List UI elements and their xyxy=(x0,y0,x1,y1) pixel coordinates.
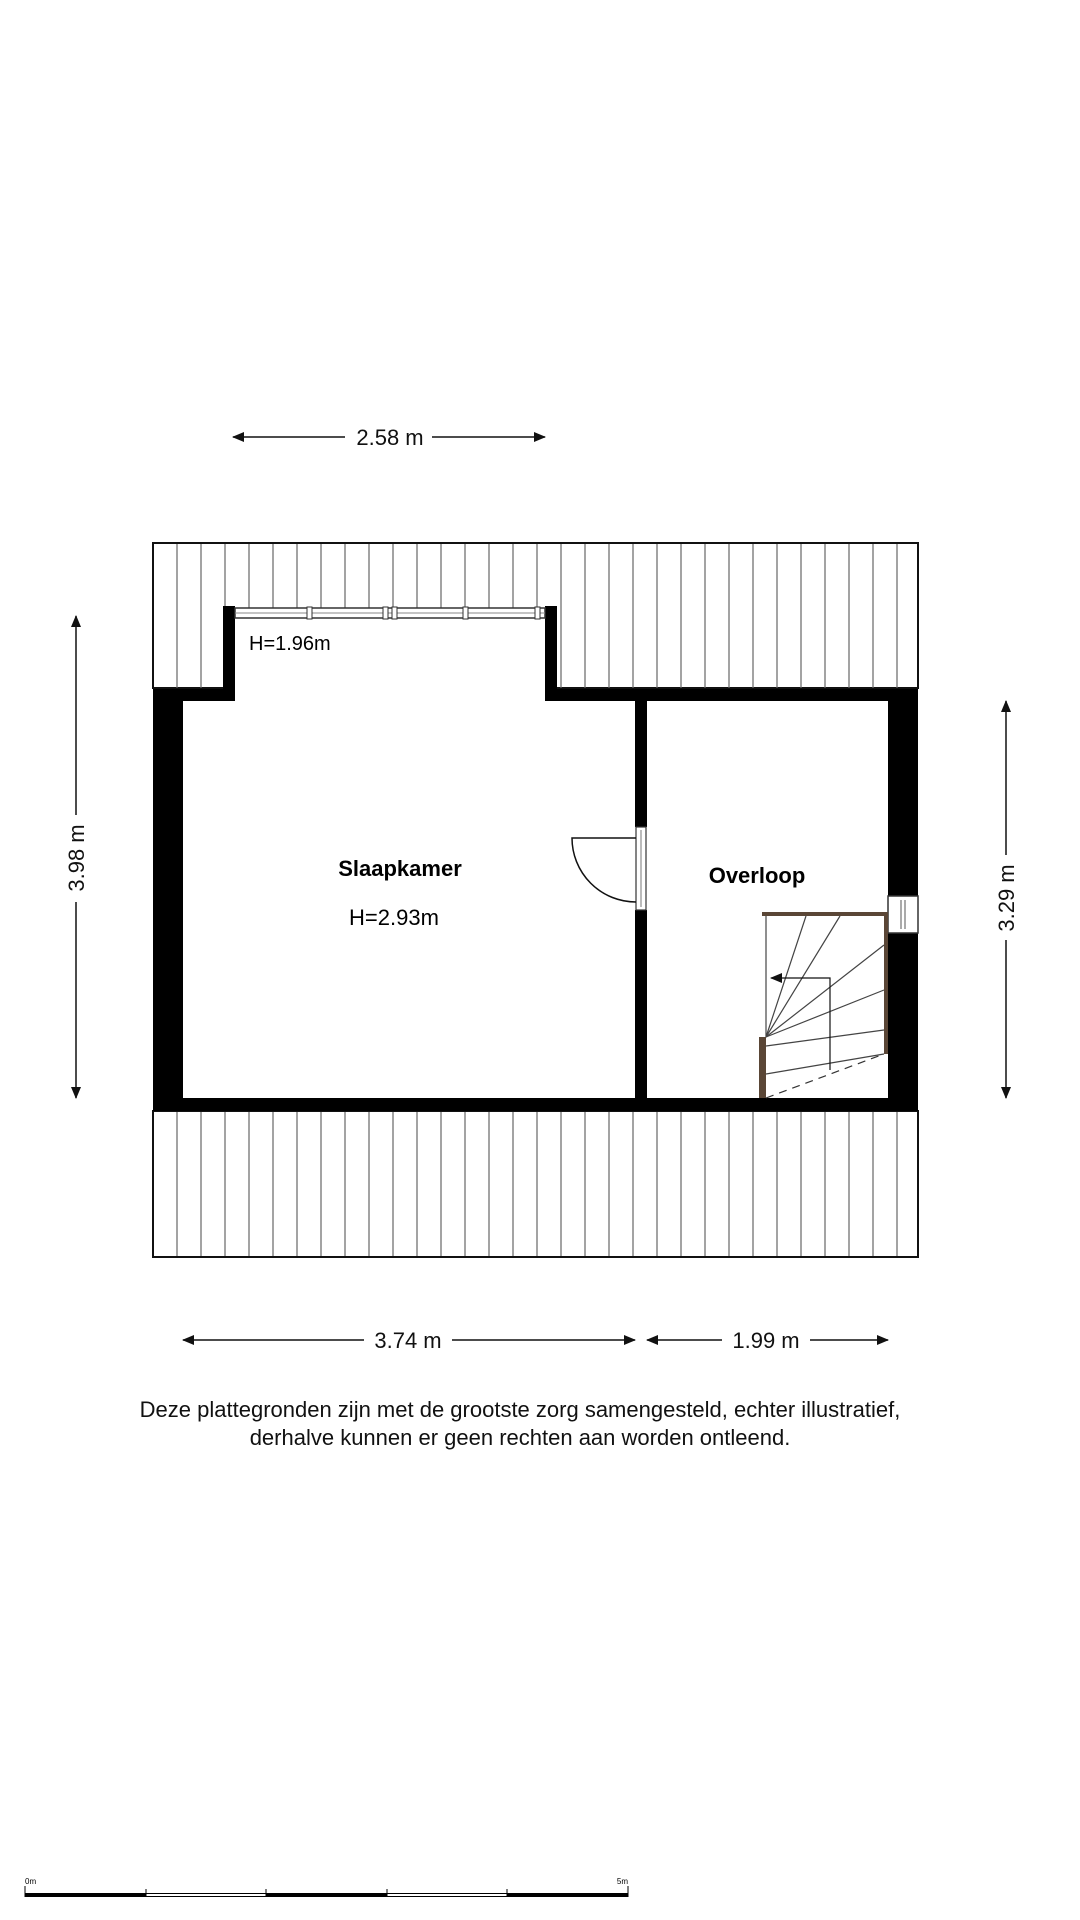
staircase xyxy=(759,912,888,1098)
side-window xyxy=(888,896,918,933)
dimension-bottom-right-label: 1.99 m xyxy=(732,1328,800,1353)
dormer-area xyxy=(223,609,557,701)
scale-bar-start-label: 0m xyxy=(25,1877,37,1886)
room-slaapkamer xyxy=(183,701,635,1098)
scale-bar-end-label: 5m xyxy=(616,1877,628,1886)
dimension-right-label: 3.29 m xyxy=(994,864,1019,932)
dimension-bottom-right xyxy=(647,1328,888,1353)
dormer-height-label: H=1.96m xyxy=(249,633,331,655)
scale-bar xyxy=(25,1877,628,1897)
dimension-top-label: 2.58 m xyxy=(356,425,424,450)
room-height-slaapkamer: H=2.93m xyxy=(349,905,439,930)
dimension-left-label: 3.98 m xyxy=(64,824,89,892)
dimension-left xyxy=(64,616,89,1098)
disclaimer-line-1: Deze plattegronden zijn met de grootste zorg samengesteld, echter illustratief, xyxy=(139,1397,901,1422)
dimension-right xyxy=(994,701,1019,1098)
dimension-bottom-left xyxy=(183,1328,635,1353)
room-label-slaapkamer: Slaapkamer xyxy=(338,856,462,881)
roof-bottom xyxy=(153,1111,918,1257)
dormer-window xyxy=(235,607,545,619)
room-label-overloop: Overloop xyxy=(708,863,806,888)
disclaimer-line-2: derhalve kunnen er geen rechten aan worden ontleend. xyxy=(249,1425,791,1450)
disclaimer xyxy=(40,1396,1000,1452)
dimension-top xyxy=(233,425,545,450)
dimension-bottom-left-label: 3.74 m xyxy=(374,1328,442,1353)
